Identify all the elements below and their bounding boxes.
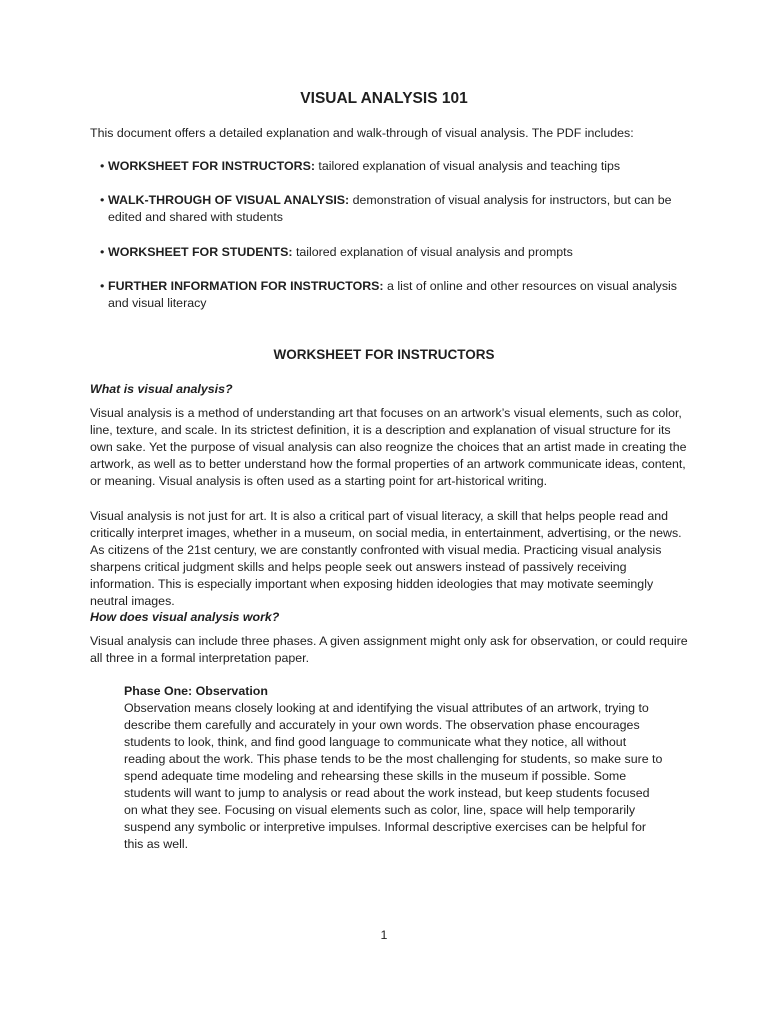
section-heading: WORKSHEET FOR INSTRUCTORS bbox=[273, 347, 495, 362]
list-item bbox=[100, 278, 688, 312]
phase-title: Phase One: Observation bbox=[124, 684, 268, 698]
list-item-label: WORKSHEET FOR INSTRUCTORS: bbox=[108, 159, 315, 173]
question-heading: What is visual analysis? bbox=[90, 382, 233, 396]
list-item-text: demonstration of visual analysis for instructors, but can be edited and shared with students bbox=[108, 193, 672, 224]
phase-block bbox=[124, 683, 664, 853]
bullet-icon: • bbox=[100, 279, 105, 293]
list-item-text: tailored explanation of visual analysis and prompts bbox=[295, 245, 573, 259]
page-number: 1 bbox=[380, 928, 388, 942]
bullet-icon: • bbox=[100, 245, 105, 259]
paragraph: Visual analysis is a method of understanding art that focuses on an artwork’s visual elements, such as color, line, texture, and scale. In its strictest definition, it is a description and explanation of visual structure for its own sake. Yet the purpose of visual analysis can also reognize the choices that an artist made in creating the artwork, as well as to better understand how the formal properties of an artwork communicate ideas, content, or meaning. Visual analysis is often used as a starting point for art-historical writing. bbox=[90, 406, 687, 488]
list-item-label: FURTHER INFORMATION FOR INSTRUCTORS: bbox=[108, 279, 384, 293]
list-item-label: WALK-THROUGH OF VISUAL ANALYSIS: bbox=[108, 193, 350, 207]
list-item bbox=[100, 244, 688, 261]
paragraph: Visual analysis can include three phases. A given assignment might only ask for observation, or could require all three in a formal interpretation paper. bbox=[90, 634, 688, 665]
list-item bbox=[100, 158, 688, 175]
intro-paragraph: This document offers a detailed explanation and walk-through of visual analysis. The PDF includes: bbox=[90, 126, 634, 140]
list-item bbox=[100, 192, 688, 226]
phase-text: Observation means closely looking at and identifying the visual attributes of an artwork, trying to describe them carefully and accurately in your own words. The observation phase encourages students to look, think, and find good language to communicate what they notice, all without reading about the work. This phase tends to be the most challenging for students, so make sure to spend adequate time modeling and rehearsing these skills in the museum if possible. Some students will want to jump to analysis or read about the work instead, but keep students focused on what they see. Focusing on visual elements such as color, line, space will help temporarily suspend any symbolic or interpretive impulses. Informal descriptive exercises can be helpful for this as well. bbox=[124, 701, 663, 851]
paragraph: Visual analysis is not just for art. It is also a critical part of visual literacy, a skill that helps people read and critically interpret images, whether in a museum, on social media, in entertainment, advertising, or the news. As citizens of the 21st century, we are constantly confronted with visual media. Practicing visual analysis sharpens critical judgment skills and helps people seek out answers instead of passively receiving information. This is especially important when exposing hidden ideologies that may motivate seemingly neutral images. bbox=[90, 509, 682, 608]
list-item-label: WORKSHEET FOR STUDENTS: bbox=[108, 245, 293, 259]
question-heading: How does visual analysis work? bbox=[90, 610, 280, 624]
list-item-text: a list of online and other resources on visual analysis and visual literacy bbox=[108, 279, 677, 310]
bullet-icon: • bbox=[100, 159, 105, 173]
bullet-icon: • bbox=[100, 193, 105, 207]
list-item-text: tailored explanation of visual analysis and teaching tips bbox=[318, 159, 621, 173]
page-title: VISUAL ANALYSIS 101 bbox=[300, 90, 468, 107]
